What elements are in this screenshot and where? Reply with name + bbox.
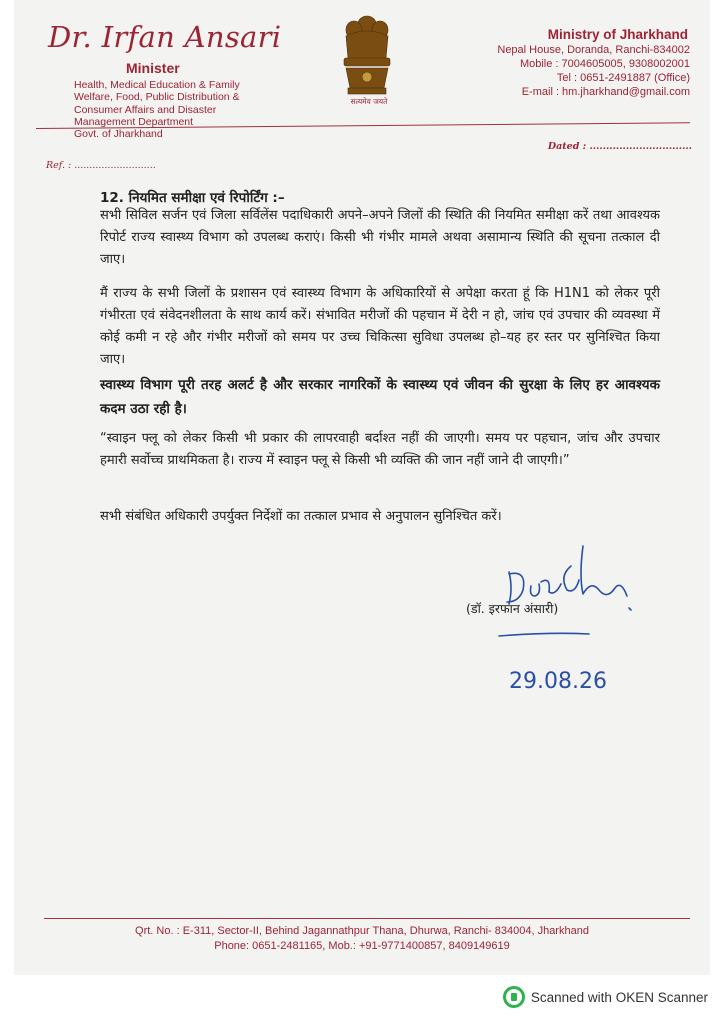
scanner-label: Scanned with OKEN Scanner xyxy=(530,989,708,1005)
footer-divider xyxy=(44,918,690,919)
office-address: Nepal House, Doranda, Ranchi-834002 xyxy=(497,44,690,56)
portfolio-line: Management Department xyxy=(74,115,194,128)
emblem-motto: सत्यमेव जयते xyxy=(350,97,388,106)
minister-name: Dr. Irfan Ansari xyxy=(48,20,282,54)
office-telephone: Tel : 0651-2491887 (Office) xyxy=(556,72,690,84)
email-address: E-mail : hm.jharkhand@gmail.com xyxy=(521,86,690,98)
letter-sheet xyxy=(14,0,710,975)
paragraph-quote: “स्वाइन फ्लू को लेकर किसी भी प्रकार की लापरवाही बर्दाश्त नहीं की जाएगी। समय पर पहचान, जांच और उपचार हमारी सर्वोच्च प्राथमिकता है। राज्य में स्वाइन फ्लू से किसी भी व्यक्ति की जान नहीं जाने दी जाएगी।” xyxy=(100,431,660,468)
dated-field: Dated : ............................... xyxy=(547,141,692,152)
section-heading: 12. नियमित समीक्षा एवं रिपोर्टिंग :– xyxy=(100,190,285,206)
portfolio-line: Consumer Affairs and Disaster xyxy=(74,103,217,116)
paragraph-compliance: सभी संबंधित अधिकारी उपर्युक्त निर्देशों का तत्काल प्रभाव से अनुपालन सुनिश्चित करें। xyxy=(100,509,502,524)
footer-address: Qrt. No. : E-311, Sector-II, Behind Jagannathpur Thana, Dhurwa, Ranchi- 834004, Jharkhand xyxy=(135,925,589,937)
reference-field: Ref. : ........................... xyxy=(46,160,156,171)
footer-phone: Phone: 0651-2481165, Mob.: +91-9771400857, 8409149619 xyxy=(214,940,510,952)
ministry-name: Ministry of Jharkhand xyxy=(547,27,688,42)
portfolio-block xyxy=(74,79,284,140)
portfolio-line: Health, Medical Education & Family xyxy=(74,79,240,91)
portfolio-line: Govt. of Jharkhand xyxy=(74,128,163,141)
national-emblem-icon xyxy=(336,12,398,100)
paragraph-expectation: मैं राज्य के सभी जिलों के प्रशासन एवं स्वास्थ्य विभाग के अधिकारियों से अपेक्षा करता हूं कि H1N1 को लेकर पूरी गंभीरता एवं संवेदनशीलता के साथ कार्य करें। संभावित मरीजों की पहचान में देरी न हो, जांच एवं उपचार की व्यवस्था में कोई कमी न रहे और गंभीर मरीजों को समय पर उच्च चिकित्सा सुविधा उपलब्ध हो–यह हर स्तर पर सुनिश्चित किया जाए। xyxy=(100,286,660,367)
paragraph-alert: स्वास्थ्य विभाग पूरी तरह अलर्ट है और सरकार नागरिकों के स्वास्थ्य एवं जीवन की सुरक्षा के लिए हर आवश्यक कदम उठा रही है। xyxy=(100,377,660,417)
mobile-numbers: Mobile : 7004605005, 9308002001 xyxy=(519,58,690,70)
signature-date: 29.08.26 xyxy=(509,669,607,694)
signatory-name: (डॉ. इरफान अंसारी) xyxy=(466,601,559,616)
paragraph-review: सभी सिविल सर्जन एवं जिला सर्विलेंस पदाधिकारी अपने–अपने जिलों की स्थिति की नियमित समीक्षा करें तथा आवश्यक रिपोर्ट राज्य स्वास्थ्य विभाग को उपलब्ध कराएं। किसी भी गंभीर मामले अथवा असामान्य स्थिति की सूचना तत्काल दी जाए। xyxy=(100,208,660,267)
scanner-logo-icon xyxy=(503,986,525,1008)
portfolio-line: Welfare, Food, Public Distribution & xyxy=(74,91,240,104)
scanner-watermark xyxy=(503,986,708,1008)
minister-title: Minister xyxy=(126,60,180,76)
